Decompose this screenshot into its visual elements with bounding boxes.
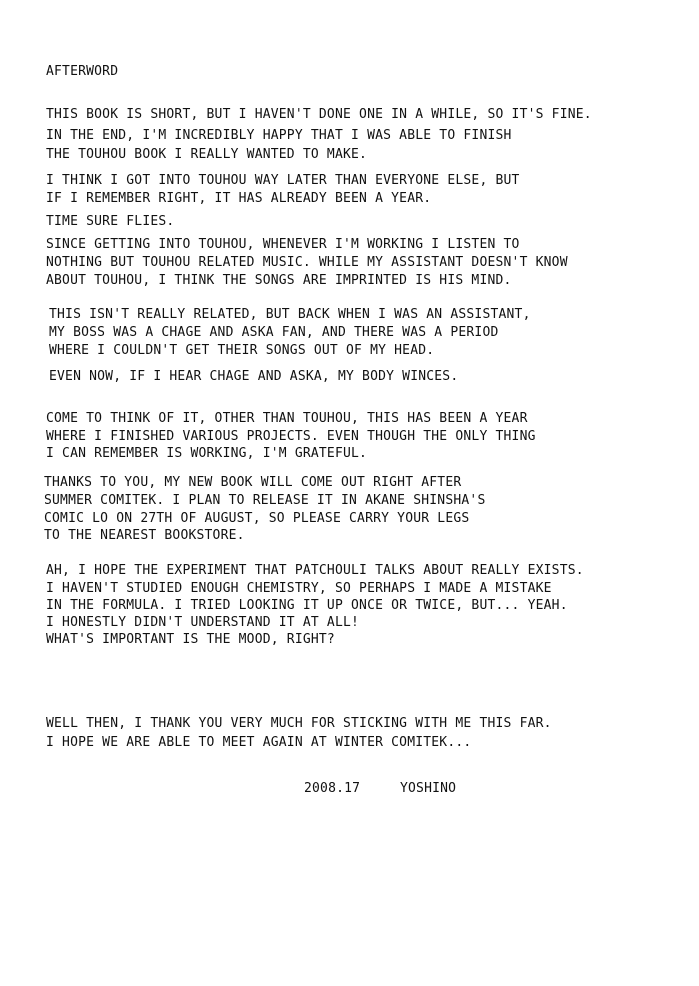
text-line: TIME SURE FLIES. <box>46 214 175 229</box>
signature-name: YOSHINO <box>400 781 457 796</box>
text-line: MY BOSS WAS A CHAGE AND ASKA FAN, AND THERE WAS A PERIOD <box>49 325 499 340</box>
text-line: I THINK I GOT INTO TOUHOU WAY LATER THAN EVERYONE ELSE, BUT <box>46 173 520 188</box>
text-line: I HONESTLY DIDN'T UNDERSTAND IT AT ALL! <box>46 615 360 630</box>
text-line: IN THE FORMULA. I TRIED LOOKING IT UP ONCE OR TWICE, BUT... YEAH. <box>46 598 568 613</box>
text-line: AH, I HOPE THE EXPERIMENT THAT PATCHOULI TALKS ABOUT REALLY EXISTS. <box>46 563 584 578</box>
afterword-heading: AFTERWORD <box>46 64 119 79</box>
text-line: EVEN NOW, IF I HEAR CHAGE AND ASKA, MY BODY WINCES. <box>49 369 459 384</box>
text-line: I HOPE WE ARE ABLE TO MEET AGAIN AT WINTER COMITEK... <box>46 735 472 750</box>
text-line: COME TO THINK OF IT, OTHER THAN TOUHOU, THIS HAS BEEN A YEAR <box>46 411 528 426</box>
text-line: IF I REMEMBER RIGHT, IT HAS ALREADY BEEN A YEAR. <box>46 191 432 206</box>
text-line: THANKS TO YOU, MY NEW BOOK WILL COME OUT RIGHT AFTER <box>44 475 462 490</box>
signature-date: 2008.17 <box>304 781 361 796</box>
text-line: I HAVEN'T STUDIED ENOUGH CHEMISTRY, SO PERHAPS I MADE A MISTAKE <box>46 581 552 596</box>
text-line: IN THE END, I'M INCREDIBLY HAPPY THAT I WAS ABLE TO FINISH <box>46 128 512 143</box>
text-line: WHAT'S IMPORTANT IS THE MOOD, RIGHT? <box>46 632 335 647</box>
text-line: NOTHING BUT TOUHOU RELATED MUSIC. WHILE MY ASSISTANT DOESN'T KNOW <box>46 255 568 270</box>
text-line: TO THE NEAREST BOOKSTORE. <box>44 528 245 543</box>
text-line: SINCE GETTING INTO TOUHOU, WHENEVER I'M WORKING I LISTEN TO <box>46 237 520 252</box>
text-line: ABOUT TOUHOU, I THINK THE SONGS ARE IMPRINTED IS HIS MIND. <box>46 273 512 288</box>
text-line: WHERE I COULDN'T GET THEIR SONGS OUT OF MY HEAD. <box>49 343 435 358</box>
text-line: COMIC LO ON 27TH OF AUGUST, SO PLEASE CARRY YOUR LEGS <box>44 511 470 526</box>
text-line: THIS ISN'T REALLY RELATED, BUT BACK WHEN I WAS AN ASSISTANT, <box>49 307 531 322</box>
text-line: THE TOUHOU BOOK I REALLY WANTED TO MAKE. <box>46 147 368 162</box>
text-line: I CAN REMEMBER IS WORKING, I'M GRATEFUL. <box>46 446 368 461</box>
text-line: WELL THEN, I THANK YOU VERY MUCH FOR STICKING WITH ME THIS FAR. <box>46 716 552 731</box>
text-line: THIS BOOK IS SHORT, BUT I HAVEN'T DONE ONE IN A WHILE, SO IT'S FINE. <box>46 107 592 122</box>
text-line: SUMMER COMITEK. I PLAN TO RELEASE IT IN AKANE SHINSHA'S <box>44 493 486 508</box>
text-line: WHERE I FINISHED VARIOUS PROJECTS. EVEN THOUGH THE ONLY THING <box>46 429 536 444</box>
